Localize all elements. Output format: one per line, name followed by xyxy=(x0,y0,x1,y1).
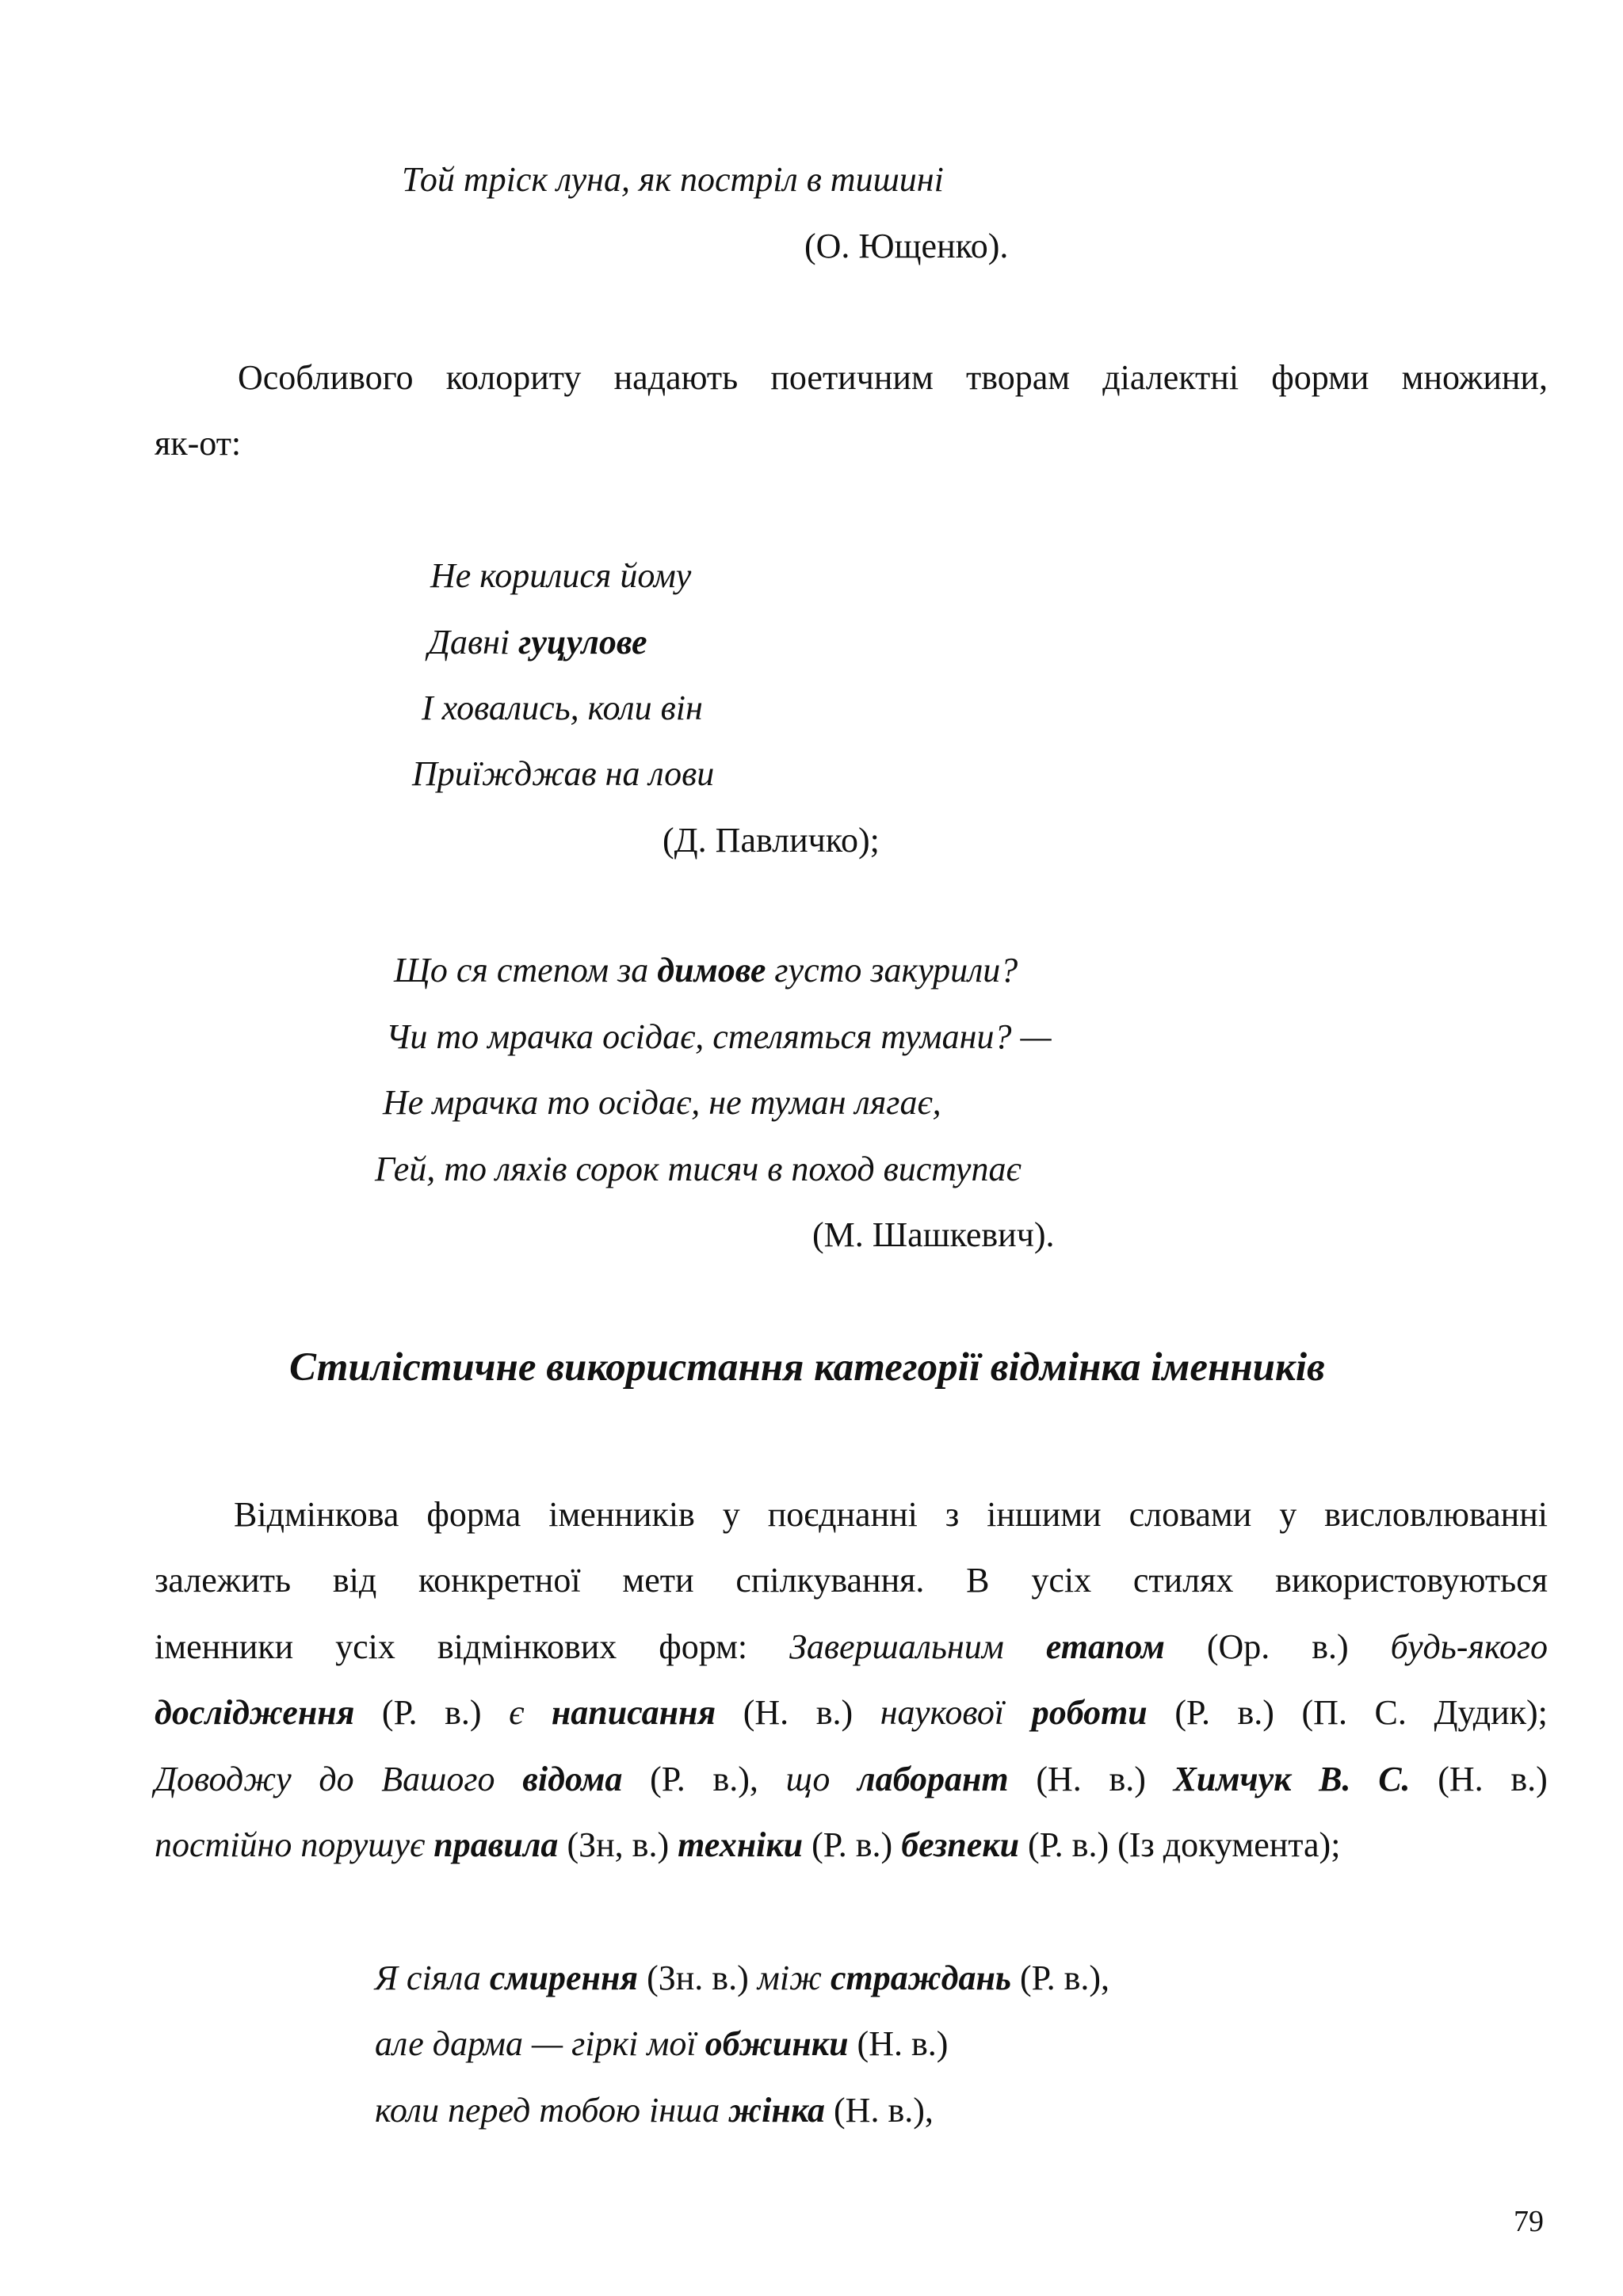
word: до xyxy=(319,1760,354,1798)
poem1-author: (О. Ющенко). xyxy=(804,227,1009,265)
word: Дудик); xyxy=(1434,1693,1548,1732)
word: словами xyxy=(1128,1495,1252,1534)
word: в.) xyxy=(445,1693,482,1732)
word: висловлюванні xyxy=(1324,1495,1548,1534)
word: (Н. xyxy=(1438,1760,1484,1798)
word: етапом xyxy=(1045,1627,1165,1666)
word: в.) xyxy=(815,1693,854,1732)
word: постійно порушує xyxy=(155,1825,434,1864)
poem4-line1 xyxy=(375,1958,1110,1997)
poem2-text: Давні xyxy=(428,623,519,662)
word: коли перед тобою інша xyxy=(375,2091,729,2130)
word: форма xyxy=(426,1495,521,1534)
page-number: 79 xyxy=(1514,2205,1544,2238)
word: в.) xyxy=(1510,1760,1548,1798)
word: (Р. в.) xyxy=(803,1825,902,1864)
word: в.), xyxy=(712,1760,758,1798)
word: (Н. xyxy=(1036,1760,1082,1798)
word: Особливого xyxy=(238,358,414,397)
word: (Зн, в.) xyxy=(558,1825,678,1864)
word: усіх xyxy=(335,1627,395,1666)
poem4-line2 xyxy=(375,2024,949,2063)
word: іменників xyxy=(548,1495,695,1534)
word: В xyxy=(966,1561,990,1600)
para2-line3 xyxy=(155,1627,1548,1666)
para1-line1 xyxy=(238,360,1548,395)
word: стилях xyxy=(1132,1561,1234,1600)
word: (П. xyxy=(1301,1693,1347,1732)
poem2-line1: Не корилися йому xyxy=(430,556,692,595)
para2-line1 xyxy=(234,1497,1548,1532)
word: у xyxy=(722,1495,740,1534)
word: лаборант xyxy=(857,1760,1009,1798)
word: що xyxy=(785,1760,831,1798)
word: з xyxy=(945,1495,960,1534)
section-title: Стилістичне використання категорії відмінка іменників xyxy=(289,1345,1325,1390)
word: в.) xyxy=(1109,1760,1146,1798)
poem3-line1 xyxy=(394,953,1018,988)
poem3-text: Що ся степом за xyxy=(394,951,658,990)
word: відома xyxy=(522,1760,623,1798)
word: поетичним xyxy=(770,358,934,397)
word: обжинки xyxy=(705,2024,849,2063)
word: написання xyxy=(551,1693,716,1732)
word: спілкування. xyxy=(735,1561,925,1600)
word: наукової xyxy=(880,1693,1005,1732)
word: Завершальним xyxy=(789,1627,1004,1666)
word: форм: xyxy=(659,1627,748,1666)
word: є xyxy=(509,1693,525,1732)
word: будь-якого xyxy=(1390,1627,1548,1666)
word: форми xyxy=(1271,358,1369,397)
word: С. xyxy=(1378,1760,1411,1798)
word: роботи xyxy=(1031,1693,1148,1732)
word: дослідження xyxy=(155,1693,355,1732)
para2-line5 xyxy=(155,1762,1548,1797)
word: надають xyxy=(613,358,739,397)
word: страждань xyxy=(830,1958,1011,1997)
word: (Н. в.), xyxy=(825,2091,934,2130)
word: іменники xyxy=(155,1627,294,1666)
word: правила xyxy=(433,1825,559,1864)
poem2-line2 xyxy=(428,625,647,660)
word: залежить xyxy=(155,1561,292,1600)
word: творам xyxy=(965,358,1071,397)
poem3-line3: Не мрачка то осідає, не туман лягає, xyxy=(383,1083,941,1122)
para2-line4 xyxy=(155,1695,1548,1730)
para1-line2: як-от: xyxy=(155,424,242,463)
word: поєднанні xyxy=(767,1495,918,1534)
word: але дарма — гіркі мої xyxy=(375,2024,705,2063)
poem3-text: густо закурили? xyxy=(766,951,1018,990)
word: (Р. в.), xyxy=(1010,1958,1110,1997)
word: усіх xyxy=(1031,1561,1092,1600)
word: між xyxy=(757,1958,831,1997)
word: (Н. в.) xyxy=(848,2024,949,2063)
poem2-line3: І ховались, коли він xyxy=(422,688,703,727)
word: Вашого xyxy=(381,1760,495,1798)
poem2-author: (Д. Павличко); xyxy=(663,821,880,860)
word: Відмінкова xyxy=(234,1495,399,1534)
word: Доводжу xyxy=(155,1760,292,1798)
word: В. xyxy=(1319,1760,1351,1798)
word: Я сіяла xyxy=(375,1958,490,1997)
word: у xyxy=(1279,1495,1297,1534)
word: смирення xyxy=(489,1958,639,1997)
word: (Ор. xyxy=(1206,1627,1270,1666)
word: колориту xyxy=(445,358,582,397)
poem1-line: Той тріск луна, як постріл в тишині xyxy=(402,160,944,199)
word: (Р. xyxy=(650,1760,685,1798)
word: (Р. xyxy=(1174,1693,1210,1732)
word: (Р. xyxy=(381,1693,418,1732)
word: в.) xyxy=(1312,1627,1349,1666)
word: використовуються xyxy=(1275,1561,1548,1600)
word: С. xyxy=(1374,1693,1407,1732)
word: конкретної xyxy=(418,1561,581,1600)
word: іншими xyxy=(987,1495,1102,1534)
word: Химчук xyxy=(1173,1760,1292,1798)
word: діалектні xyxy=(1102,358,1239,397)
poem2-line4: Приїжджав на лови xyxy=(412,754,715,793)
word: безпеки xyxy=(901,1825,1020,1864)
poem3-line4: Гей, то ляхів сорок тисяч в поход виступає xyxy=(375,1150,1022,1188)
word: техніки xyxy=(678,1825,804,1864)
word: в.) xyxy=(1237,1693,1274,1732)
word: (Зн. в.) xyxy=(638,1958,758,1997)
word: від xyxy=(332,1561,377,1600)
para2-line2 xyxy=(155,1563,1548,1598)
poem3-author: (М. Шашкевич). xyxy=(812,1215,1055,1254)
word: (Р. в.) (Із документа); xyxy=(1019,1825,1341,1864)
poem2-emphasis: гуцулове xyxy=(518,623,647,662)
word: (Н. xyxy=(743,1693,789,1732)
poem3-emphasis: димове xyxy=(657,951,766,990)
word: відмінкових xyxy=(437,1627,617,1666)
word: мети xyxy=(622,1561,694,1600)
para2-line6 xyxy=(155,1825,1341,1864)
poem4-line3 xyxy=(375,2093,934,2128)
word: множини, xyxy=(1401,358,1548,397)
word: жінка xyxy=(728,2091,826,2130)
poem3-line2: Чи то мрачка осідає, стеляться тумани? — xyxy=(386,1017,1052,1056)
